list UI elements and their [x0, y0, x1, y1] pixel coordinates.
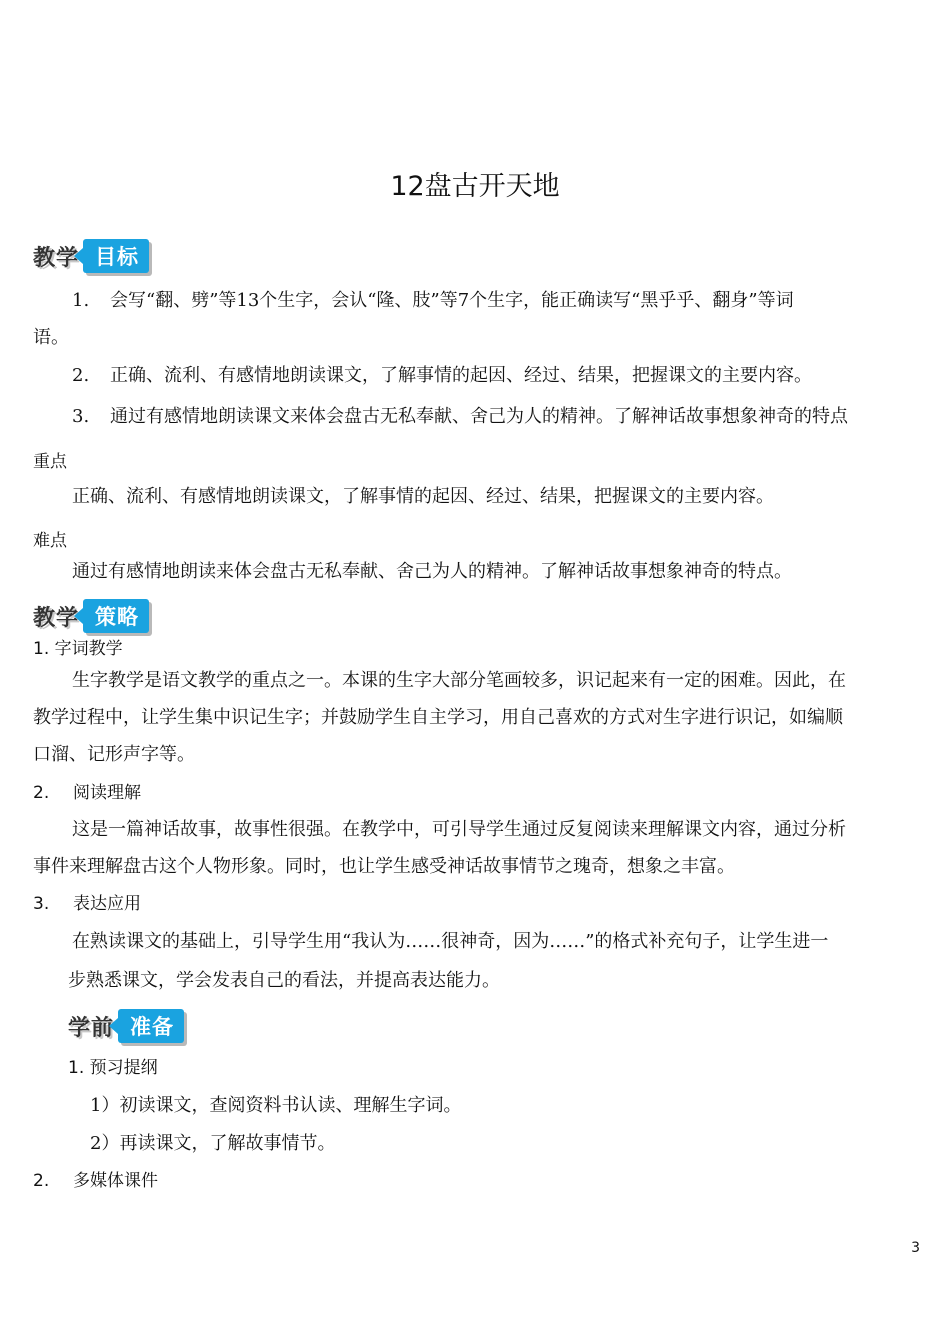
goal-item-2: 2. 正确、流利、有感情地朗读课文，了解事情的起因、经过、结果，把握课文的主要内容。	[72, 365, 812, 386]
goal-item-1: 1. 会写“翻、劈”等13个生字，会认“隆、肢”等7个生字，能正确读写“黑乎乎、翻身”等词	[72, 290, 794, 311]
difficulty-text: 通过有感情地朗读来体会盘古无私奉献、舍己为人的精神。了解神话故事想象神奇的特点。	[72, 561, 792, 582]
key-point-heading: 重点	[33, 452, 67, 472]
strategy-2-line-1: 这是一篇神话故事，故事性很强。在教学中，可引导学生通过反复阅读来理解课文内容，通过分析	[72, 819, 846, 840]
difficulty-heading: 难点	[33, 531, 67, 551]
key-point-text: 正确、流利、有感情地朗读课文，了解事情的起因、经过、结果，把握课文的主要内容。	[72, 486, 774, 507]
banner-right-tag: 准备	[118, 1009, 184, 1043]
section-banner-strategy	[33, 596, 149, 636]
page-number: 3	[911, 1240, 920, 1256]
strategy-heading-1: 1. 字词教学	[33, 639, 123, 659]
banner-left-text: 教学	[33, 245, 80, 271]
goal-item-3: 3. 通过有感情地朗读课文来体会盘古无私奉献、舍己为人的精神。了解神话故事想象神奇的特点	[72, 406, 848, 427]
strategy-3-line-1: 在熟读课文的基础上，引导学生用“我认为……很神奇，因为……”的格式补充句子，让学生进一	[72, 931, 829, 952]
prep-heading-2: 2. 多媒体课件	[33, 1171, 158, 1191]
strategy-2-line-2: 事件来理解盘古这个人物形象。同时，也让学生感受神话故事情节之瑰奇，想象之丰富。	[33, 856, 735, 877]
section-banner-preparation	[68, 1006, 184, 1046]
banner-right-tag: 目标	[83, 239, 149, 273]
prep-sub-item-1: 1）初读课文，查阅资料书认读、理解生字词。	[90, 1095, 462, 1116]
strategy-heading-3: 3. 表达应用	[33, 894, 141, 914]
banner-left-text: 学前	[68, 1015, 115, 1041]
strategy-3-line-2: 步熟悉课文，学会发表自己的看法，并提高表达能力。	[68, 970, 500, 991]
banner-right-tag: 策略	[83, 599, 149, 633]
strategy-heading-2: 2. 阅读理解	[33, 783, 141, 803]
prep-heading-1: 1. 预习提纲	[68, 1058, 158, 1078]
section-banner-goals	[33, 236, 149, 276]
strategy-1-line-2: 教学过程中，让学生集中识记生字；并鼓励学生自主学习，用自己喜欢的方式对生字进行识记，如编顺	[33, 707, 843, 728]
strategy-1-line-1: 生字教学是语文教学的重点之一。本课的生字大部分笔画较多，识记起来有一定的困难。因此，在	[72, 670, 846, 691]
page-title: 12盘古开天地	[390, 171, 560, 202]
strategy-1-line-3: 口溜、记形声字等。	[33, 744, 195, 765]
prep-sub-item-2: 2）再读课文，了解故事情节。	[90, 1133, 336, 1154]
goal-item-1-cont: 语。	[33, 327, 69, 348]
banner-left-text: 教学	[33, 605, 80, 631]
